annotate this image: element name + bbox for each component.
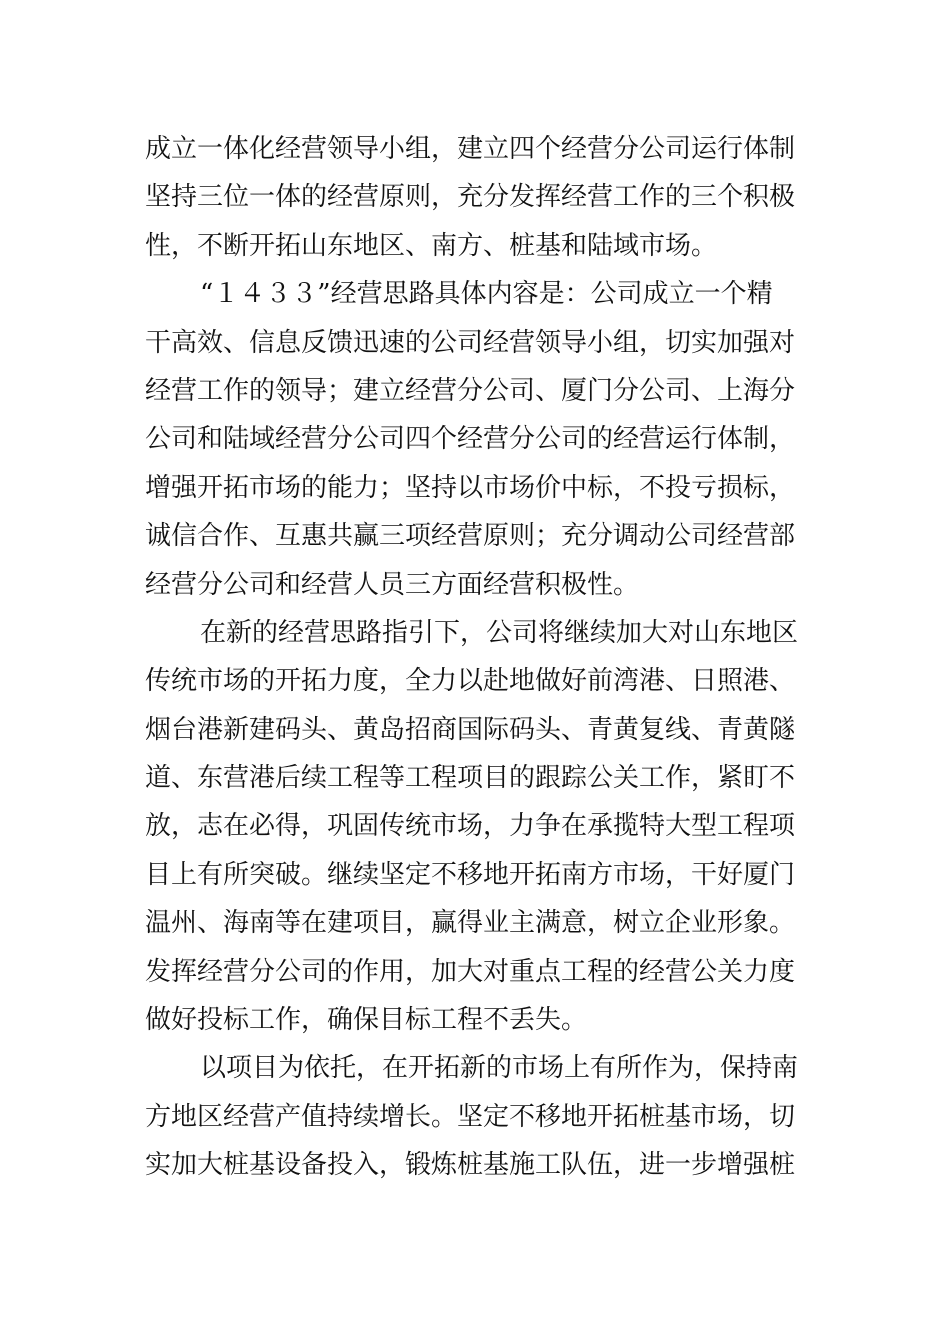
text-line-14: 道、东营港后续工程等工程项目的跟踪公关工作，紧盯不 (145, 763, 796, 794)
text-line-17: 温州、海南等在建项目，赢得业主满意，树立企业形象。 (145, 908, 796, 939)
text-line-2: 坚持三位一体的经营原则，充分发挥经营工作的三个积极 (145, 182, 796, 213)
text-line-20: 以项目为依托，在开拓新的市场上有所作为，保持南 (200, 1053, 799, 1084)
text-line-7: 公司和陆域经营分公司四个经营分公司的经营运行体制， (145, 424, 796, 455)
text-line-13: 烟台港新建码头、黄岛招商国际码头、青黄复线、青黄隧 (145, 714, 796, 745)
text-line-12: 传统市场的开拓力度，全力以赴地做好前湾港、日照港、 (145, 666, 796, 697)
text-line-4: “１４３３”经营思路具体内容是：公司成立一个精 (200, 279, 773, 310)
text-line-22: 实加大桩基设备投入，锻炼桩基施工队伍，进一步增强桩 (145, 1150, 796, 1181)
text-line-5: 干高效、信息反馈迅速的公司经营领导小组，切实加强对 (145, 327, 796, 358)
text-line-16: 目上有所突破。继续坚定不移地开拓南方市场，干好厦门 (145, 859, 796, 890)
text-line-19: 做好投标工作，确保目标工程不丢失。 (145, 1005, 588, 1036)
text-line-15: 放，志在必得，巩固传统市场，力争在承揽特大型工程项 (145, 811, 796, 842)
text-line-11: 在新的经营思路指引下，公司将继续加大对山东地区 (200, 617, 799, 648)
document-body (145, 125, 810, 1190)
text-line-9: 诚信合作、互惠共赢三项经营原则；充分调动公司经营部 (145, 521, 796, 552)
text-line-1: 成立一体化经营领导小组，建立四个经营分公司运行体制 (145, 134, 796, 164)
text-line-3: 性，不断开拓山东地区、南方、桩基和陆域市场。 (145, 230, 718, 261)
text-line-10: 经营分公司和经营人员三方面经营积极性。 (145, 569, 640, 600)
text-line-21: 方地区经营产值持续增长。坚定不移地开拓桩基市场，切 (145, 1101, 796, 1132)
text-line-8: 增强开拓市场的能力；坚持以市场价中标，不投亏损标， (145, 472, 796, 503)
text-line-18: 发挥经营分公司的作用，加大对重点工程的经营公关力度 (145, 956, 796, 987)
text-line-6: 经营工作的领导；建立经营分公司、厦门分公司、上海分 (145, 375, 796, 406)
